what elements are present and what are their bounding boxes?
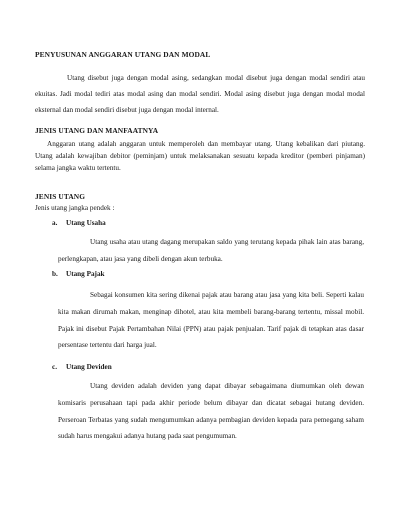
section-heading-jenis-utang: JENIS UTANG <box>35 192 86 201</box>
subsection-utang-usaha-body <box>58 234 364 268</box>
section1-text: Anggaran utang adalah anggaran untuk memperoleh dan membayar utang. Utang kebalikan dari piutang. Utang adalah kewajiban debitor (peminjam) untuk melaksanakan sesuatu kepada kreditor (pemberi pinjaman) selama jangka waktu tertentu. <box>35 140 365 172</box>
subsection-title: Utang Usaha <box>66 219 106 227</box>
subsection-title: Utang Pajak <box>66 270 105 278</box>
section2-lead: Jenis utang jangka pendek : <box>35 204 115 212</box>
subsection-utang-pajak-body <box>58 287 364 354</box>
subsection-marker: c. <box>52 363 57 371</box>
subsection-marker: b. <box>52 270 58 278</box>
subsection-utang-deviden <box>52 363 112 371</box>
subsection-text: Utang deviden adalah deviden yang dapat dibayar sebagaimana diumumkan oleh dewan komisaris perusahaan tapi pada akhir periode belum dibayar dan dicatat sebagai hutang deviden. Perseroan Terbatas yang sudah mengumumkan adanya pembagian deviden kepada para pemegang saham sudah harus mengakui adanya hutang pada saat pengumuman. <box>58 382 364 441</box>
section1-paragraph <box>35 138 365 174</box>
intro-paragraph <box>35 70 365 118</box>
subsection-title: Utang Deviden <box>66 363 112 371</box>
subsection-text: Sebagai konsumen kita sering dikenai pajak atau barang atau jasa yang kita beli. Seperti kalau kita makan dirumah makan, menginap dihotel, atau kita membeli barang-barang tertentu, missal mobil. Pajak ini disebut Pajak Pertambahan Nilai (PPN) atau pajak penjualan. Tarif pajak di tetapkan atas dasar persentase tertentu dari harga jual. <box>58 291 364 350</box>
subsection-utang-pajak <box>52 270 105 278</box>
subsection-text: Utang usaha atau utang dagang merupakan saldo yang terutang kepada pihak lain atas barang, perlengkapan, atau jasa yang dibeli dengan akun terbuka. <box>58 238 364 263</box>
subsection-marker: a. <box>52 219 58 227</box>
subsection-utang-usaha <box>52 219 106 227</box>
document-title: PENYUSUNAN ANGGARAN UTANG DAN MODAL <box>35 50 211 59</box>
subsection-utang-deviden-body <box>58 378 364 445</box>
intro-text: Utang disebut juga dengan modal asing, sedangkan modal disebut juga dengan modal sendiri atau ekuitas. Jadi modal tediri atas modal asing dan modal sendiri. Modal asing disebut juga dengan modal modal eksternal dan modal sendiri disebut juga dengan modal internal. <box>35 74 365 114</box>
section-heading-jenis-utang-dan-manfaatnya: JENIS UTANG DAN MANFAATNYA <box>35 126 159 135</box>
